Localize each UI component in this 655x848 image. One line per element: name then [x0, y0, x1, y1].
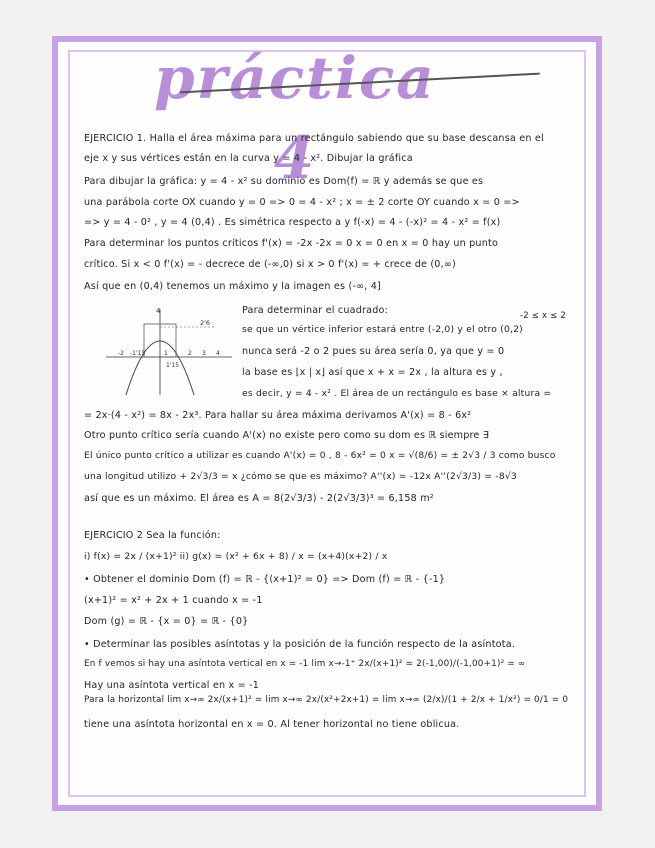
ej1-side-line-2: nunca será -2 o 2 pues su área sería 0, ya que y = 0 [242, 346, 505, 357]
graph-label-4: 4 [156, 307, 161, 315]
ej1-line-7: Así que en (0,4) tenemos un máximo y la imagen es (-∞, 4] [84, 281, 382, 292]
ej2-line-3: Dom (g) = ℝ - {x = 0} = ℝ - {0} [84, 616, 249, 627]
ej1-line-4: => y = 4 - 0² , y = 4 (0,4) . Es simétrica respecto a y f(-x) = 4 - (-x)² = 4 - x² = f(x) [84, 217, 501, 228]
graph-label-3: 3 [202, 350, 206, 357]
ej2-line-2: (x+1)² = x² + 2x + 1 cuando x = -1 [84, 595, 263, 606]
ej1-rest-line-1: Otro punto crítico sería cuando A'(x) no existe pero como su dom es ℝ siempre ∃ [84, 430, 490, 441]
parabola-sketch [104, 305, 234, 397]
ej1-line-6: crítico. Si x < 0 f'(x) = - decrece de (-∞,0) si x > 0 f'(x) = + crece de (0,∞) [84, 259, 456, 270]
graph-label-26: 2'6 [200, 319, 211, 327]
ej2-line-7: Para la horizontal lim x→∞ 2x/(x+1)² = lim x→∞ 2x/(x²+2x+1) = lim x→∞ (2/x)/(1 + 2/x + 1/x²) = 0/1 = 0 [84, 695, 569, 705]
graph-label-1: 1 [164, 350, 168, 357]
ej1-side-line-4: es decir, y = 4 - x² . El área de un rectángulo es base × altura = [242, 388, 552, 399]
ej2-line-4: • Determinar las posibles asíntotas y la posición de la función respecto de la asíntota. [84, 639, 516, 650]
ej1-rest-line-2: El único punto crítico a utilizar es cuando A'(x) = 0 , 8 - 6x² = 0 x = √(8/6) = ± 2√3 / 3 como busco [84, 451, 556, 461]
graph-label-m115: -1'15 [130, 350, 146, 357]
ej1-side-note: -2 ≤ x ≤ 2 [520, 311, 566, 321]
ej1-line-2: Para dibujar la gráfica: y = 4 - x² su dominio es Dom(f) = ℝ y además se que es [84, 176, 484, 187]
ej1-line-0: EJERCICIO 1. Halla el área máxima para un rectángulo sabiendo que su base descansa en el [84, 133, 544, 144]
ej1-side-line-3: la base es ⌊x | x⌋ así que x + x = 2x , la altura es y , [242, 367, 503, 378]
ej1-rest-line-0: = 2x·(4 - x²) = 8x - 2x³. Para hallar su área máxima derivamos A'(x) = 8 - 6x² [84, 410, 472, 421]
ej1-rest-line-4: así que es un máximo. El área es A = 8(2√3/3) - 2(2√3/3)³ = 6,158 m² [84, 493, 434, 504]
graph-label-115: 1'15 [166, 362, 180, 369]
ej2-line-0: i) f(x) = 2x / (x+1)² ii) g(x) = (x² + 6x + 8) / x = (x+4)(x+2) / x [84, 551, 388, 562]
ej1-line-5: Para determinar los puntos críticos f'(x) = -2x -2x = 0 x = 0 en x = 0 hay un punto [84, 238, 499, 249]
ej1-side-line-1: se que un vértice inferior estará entre (-2,0) y el otro (0,2) [242, 324, 523, 335]
page-title: práctica 4 [154, 44, 436, 192]
graph-label-4b: 4 [216, 350, 220, 357]
ej2-heading: EJERCICIO 2 Sea la función: [84, 530, 221, 541]
graph-label-m2: -2 [118, 350, 124, 357]
ej2-line-8: tiene una asíntota horizontal en x = 0. Al tener horizontal no tiene oblicua. [84, 719, 460, 730]
ej1-side-line-0: Para determinar el cuadrado: [242, 305, 389, 316]
graph-label-2: 2 [188, 350, 192, 357]
ej1-line-1: eje x y sus vértices están en la curva y = 4 - x². Dibujar la gráfica [84, 153, 413, 164]
ej1-line-3: una parábola corte OX cuando y = 0 => 0 = 4 - x² ; x = ± 2 corte OY cuando x = 0 => [84, 197, 520, 208]
ej2-line-6: Hay una asíntota vertical en x = -1 [84, 680, 260, 691]
ej2-line-1: • Obtener el dominio Dom (f) = ℝ - {(x+1)² = 0} => Dom (f) = ℝ - {-1} [84, 574, 446, 585]
ej2-line-5: En f vemos si hay una asíntota vertical en x = -1 lim x→-1⁺ 2x/(x+1)² = 2(-1,00)/(-1,00+1)² = ∞ [84, 659, 526, 669]
ej1-rest-line-3: una longitud utilizo + 2√3/3 = x ¿cómo se que es máximo? A''(x) = -12x A''(2√3/3) = -8√3 [84, 471, 517, 482]
